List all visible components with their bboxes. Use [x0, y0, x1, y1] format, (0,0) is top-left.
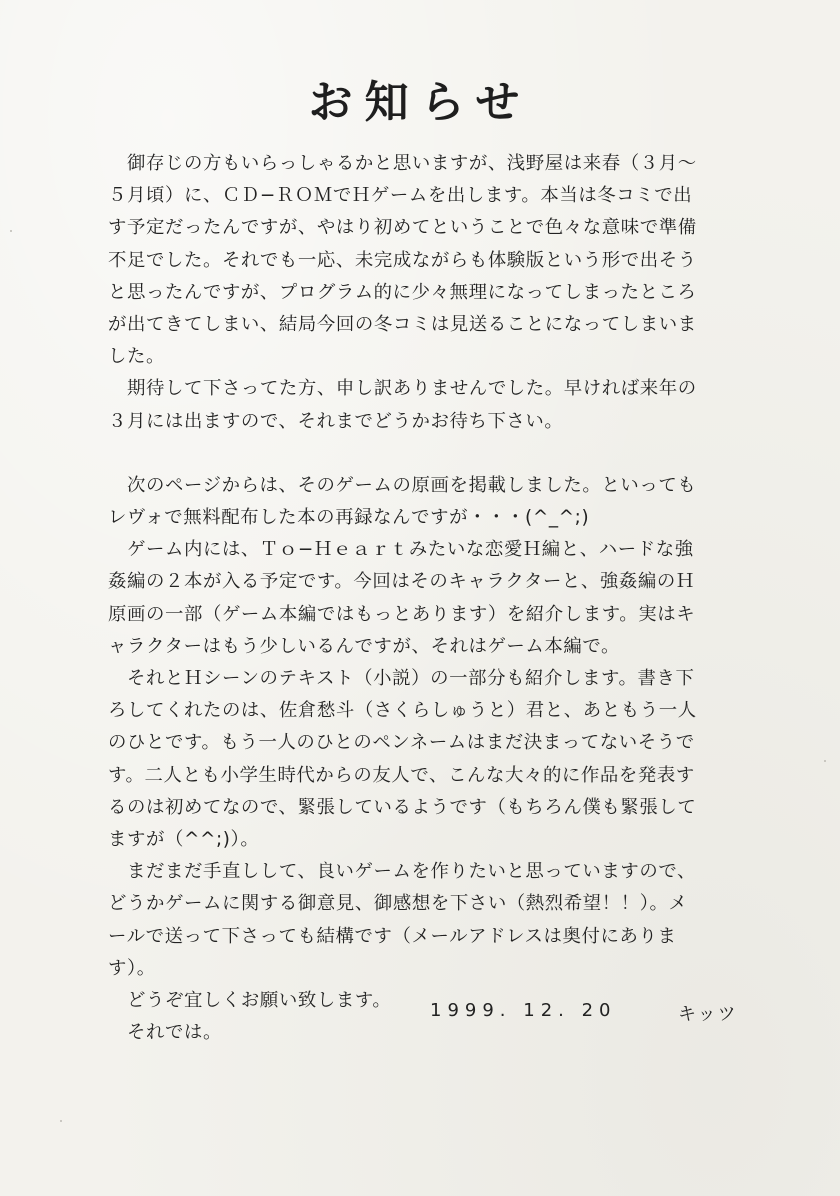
- body-line: るのは初めてなので、緊張しているようです（もちろん僕も緊張して: [108, 796, 697, 818]
- body-line: ールで送って下さっても結構です（メールアドレスは奥付にありま: [108, 925, 677, 947]
- body-line: ャラクターはもう少しいるんですが、それはゲーム本編で。: [108, 635, 621, 657]
- paper-speck: [60, 1120, 62, 1122]
- body-line: 原画の一部（ゲーム本編ではもっとあります）を紹介します。実はキ: [108, 603, 696, 625]
- body-line: それとＨシーンのテキスト（小説）の一部分も紹介します。書き下: [108, 668, 695, 689]
- body-line: ３月には出ますので、それまでどうかお待ち下さい。: [108, 410, 564, 432]
- body-line: どうかゲームに関する御意見、御感想を下さい（熱烈希望！！）。メ: [108, 893, 688, 915]
- body-line: それでは。: [108, 1022, 222, 1044]
- body-line: ろしてくれたのは、佐倉愁斗（さくらしゅうと）君と、あともう一人: [108, 700, 697, 722]
- body-line: した。: [108, 346, 165, 368]
- body-line: どうぞ宜しくお願い致します。: [108, 989, 392, 1011]
- page-title: お知らせ: [308, 77, 532, 128]
- body-line: のひとです。もう一人のひとのペンネームはまだ決まってないそうで: [108, 732, 695, 754]
- body-line: 御存じの方もいらっしゃるかと思いますが、浅野屋は来春（３月〜: [108, 153, 697, 174]
- body-line: す。二人とも小学生時代からの友人で、こんな大々的に作品を発表す: [108, 764, 695, 786]
- body-line: す）。: [108, 957, 156, 979]
- signature: [430, 1000, 750, 1030]
- body-line: まだまだ手直しして、良いゲームを作りたいと思っていますので、: [108, 861, 696, 883]
- body-line: 不足でした。それでも一応、未完成ながらも体験版という形で出そう: [108, 249, 697, 271]
- body-line: ますが（^^;)）。: [108, 828, 260, 850]
- body-line: ゲーム内には、Ｔｏ−Ｈｅａｒｔみたいな恋愛Ｈ編と、ハードな強: [108, 539, 694, 561]
- body-line: 次のページからは、そのゲームの原画を掲載しました。といっても: [108, 474, 697, 496]
- body-line: と思ったんですが、プログラム的に少々無理になってしまったところ: [108, 281, 697, 303]
- notice-body: [108, 148, 748, 1049]
- signature-author: キッツ: [678, 1004, 738, 1025]
- paper-speck: [10, 230, 12, 232]
- body-line: 期待して下さってた方、申し訳ありませんでした。早ければ来年の: [108, 378, 697, 400]
- body-line: [108, 438, 748, 470]
- signature-date: 1999. 12. 20: [430, 1000, 617, 1021]
- body-line: が出てきてしまい、結局今回の冬コミは見送ることになってしまいま: [108, 313, 697, 335]
- body-line: レヴォで無料配布した本の再録なんですが・・・(^_^;): [108, 507, 590, 529]
- body-line: す予定だったんですが、やはり初めてということで色々な意味で準備: [108, 217, 697, 239]
- body-line: ５月頃）に、ＣＤ−ＲＯＭでＨゲームを出します。本当は冬コミで出: [108, 185, 693, 207]
- paper-speck: [824, 760, 826, 762]
- body-line: 姦編の２本が入る予定です。今回はそのキャラクターと、強姦編のＨ: [108, 571, 695, 593]
